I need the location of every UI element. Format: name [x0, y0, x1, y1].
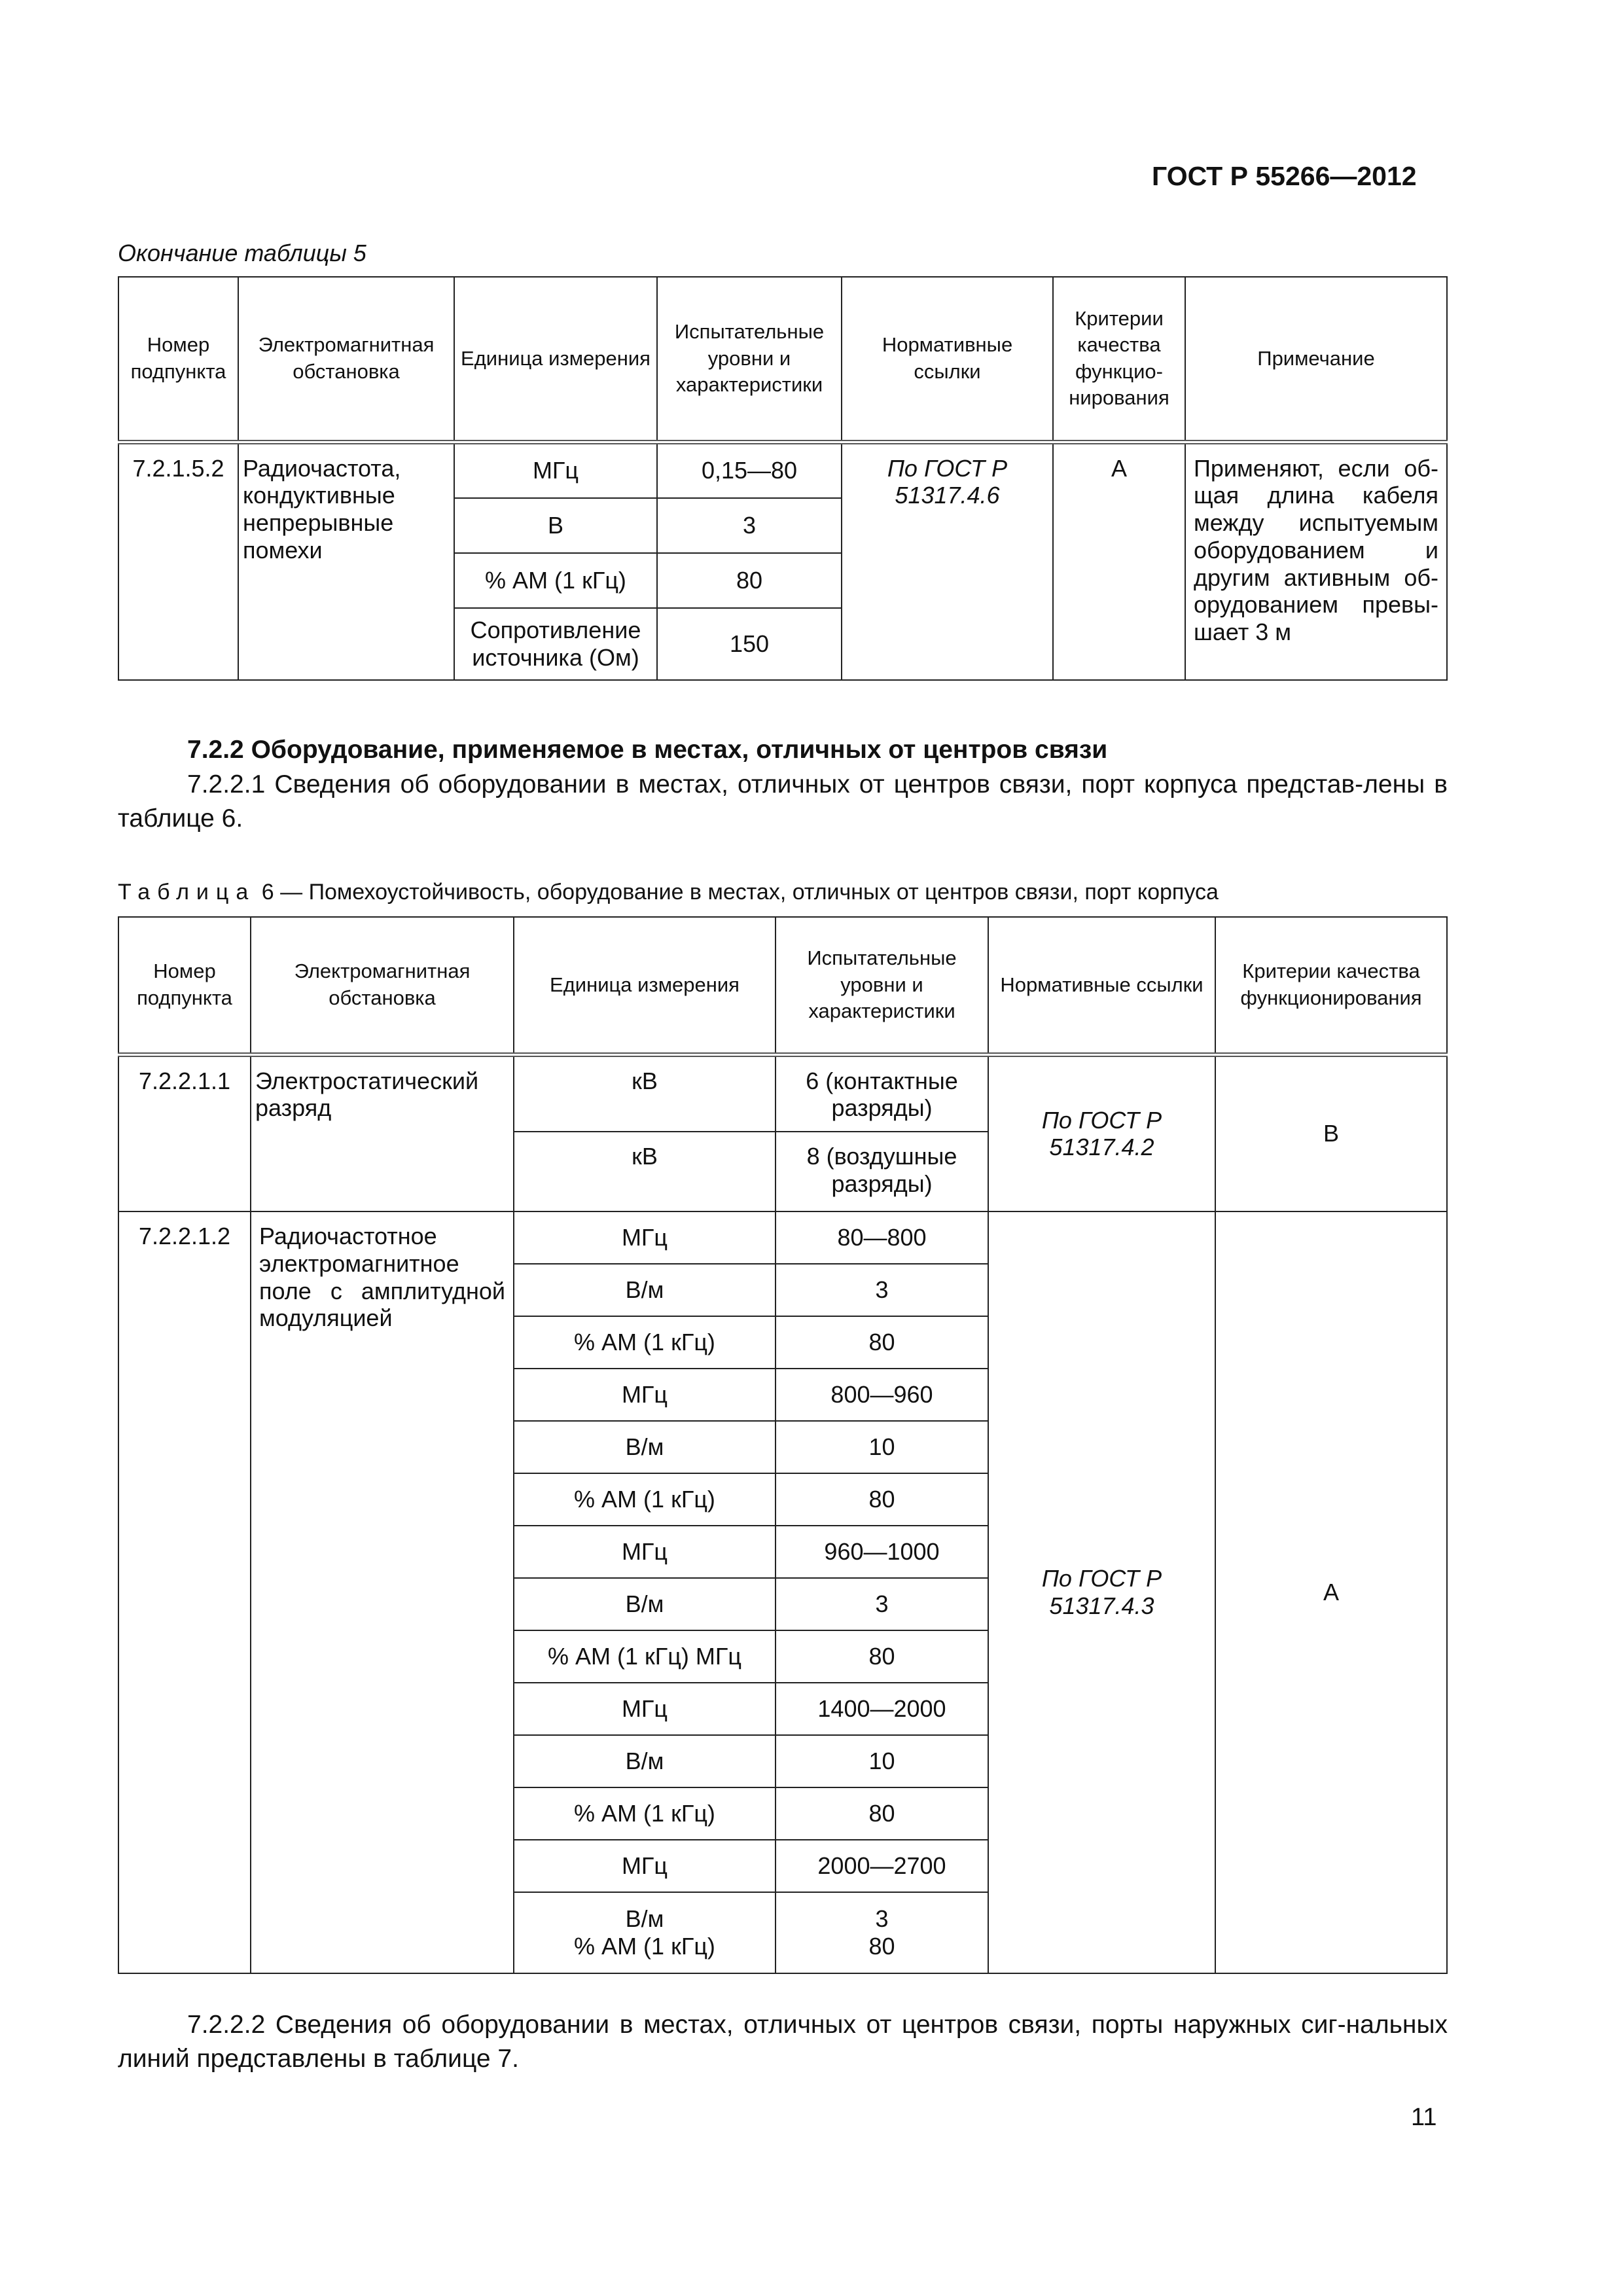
header-cell: Нормативные ссылки [842, 277, 1053, 442]
value-cell: 80 [657, 553, 842, 608]
unit-cell: % АМ (1 кГц) [514, 1316, 776, 1369]
reference-cell: По ГОСТ Р 51317.4.2 [988, 1054, 1215, 1211]
header-cell: Номер подпункта [118, 277, 238, 442]
item-number: 7.2.2.1.2 [118, 1211, 251, 1973]
unit-cell: МГц [514, 1369, 776, 1421]
environment-cell: Радиочастота, кондуктивные непрерывные помехи [238, 442, 454, 680]
unit-cell: % АМ (1 кГц) [514, 1787, 776, 1840]
header-cell: Испытательные уровни и характеристики [776, 917, 988, 1054]
paragraph: 7.2.2.1 Сведения об оборудовании в местах, отличных от центров связи, порт корпуса представ-лены в таблице 6. [118, 770, 1448, 833]
value-cell: 80 [776, 1787, 988, 1840]
note-cell: Применяют, если об-щая длина кабеля между испытуемым оборудованием и другим активным об-орудованием превы-шает 3 м [1185, 442, 1447, 680]
value-line: 3 [875, 1905, 889, 1933]
value-cell: 150 [657, 608, 842, 680]
criterion-cell: А [1215, 1211, 1447, 1973]
unit-cell: МГц [454, 442, 657, 498]
unit-cell: МГц [514, 1211, 776, 1264]
value-cell [776, 1892, 988, 1973]
unit-cell: МГц [514, 1683, 776, 1735]
page-number: 11 [1411, 2104, 1437, 2131]
table-6-caption [118, 880, 1219, 905]
unit-cell: % АМ (1 кГц) [514, 1473, 776, 1526]
header-cell: Нормативные ссылки [988, 917, 1215, 1054]
table-row [118, 1054, 1447, 1132]
value-cell: 10 [776, 1421, 988, 1473]
value-cell: 80 [776, 1473, 988, 1526]
value-cell: 960—1000 [776, 1526, 988, 1578]
unit-line: В/м [625, 1905, 664, 1933]
unit-cell: кВ [514, 1054, 776, 1132]
value-cell: 8 (воздушные разряды) [776, 1132, 988, 1211]
unit-cell: В/м [514, 1735, 776, 1787]
unit-cell: МГц [514, 1840, 776, 1892]
item-number: 7.2.2.1.1 [118, 1054, 251, 1211]
value-cell: 3 [776, 1578, 988, 1630]
value-cell: 2000—2700 [776, 1840, 988, 1892]
reference-cell: По ГОСТ Р 51317.4.3 [988, 1211, 1215, 1973]
value-cell: 10 [776, 1735, 988, 1787]
table-title: 6 — Помехоустойчивость, оборудование в местах, отличных от центров связи, порт корпуса [261, 880, 1219, 905]
unit-cell: В/м [514, 1578, 776, 1630]
header-cell: Критерии качества функционирования [1215, 917, 1447, 1054]
reference-cell: По ГОСТ Р 51317.4.6 [842, 442, 1053, 680]
value-cell: 0,15—80 [657, 442, 842, 498]
unit-cell: В [454, 498, 657, 553]
unit-cell: % АМ (1 кГц) МГц [514, 1630, 776, 1683]
environment-cell: Радиочастотное электромагнитное поле с амплитудной модуляцией [251, 1211, 514, 1973]
header-cell: Электромагнитная обстановка [238, 277, 454, 442]
table-5 [118, 276, 1448, 681]
table-6 [118, 916, 1448, 1974]
unit-cell: В/м [514, 1264, 776, 1316]
header-cell: Критерии качества функцио-нирования [1053, 277, 1185, 442]
header-cell: Электромагнитная обстановка [251, 917, 514, 1054]
value-cell: 80 [776, 1630, 988, 1683]
table-header-row [118, 277, 1447, 442]
value-cell: 3 [776, 1264, 988, 1316]
unit-line: % АМ (1 кГц) [574, 1933, 715, 1960]
header-cell: Испытательные уровни и характеристики [657, 277, 842, 442]
header-cell: Номер подпункта [118, 917, 251, 1054]
paragraph: 7.2.2.2 Сведения об оборудовании в местах, отличных от центров связи, порты наружных сиг-нальных линий представлены в таблице 7. [118, 2011, 1448, 2073]
value-line: 80 [868, 1933, 895, 1960]
criterion-cell: В [1215, 1054, 1447, 1211]
table-row [118, 442, 1447, 498]
unit-cell [514, 1892, 776, 1973]
section-heading: 7.2.2 Оборудование, применяемое в местах, отличных от центров связи [187, 736, 1108, 764]
environment-cell: Электростатический разряд [251, 1054, 514, 1211]
table-continuation-caption: Окончание таблицы 5 [118, 240, 366, 266]
unit-cell: % АМ (1 кГц) [454, 553, 657, 608]
header-cell: Единица измерения [514, 917, 776, 1054]
table-label: Таблица [118, 880, 256, 905]
unit-cell: В/м [514, 1421, 776, 1473]
unit-cell: Сопротивление источника (Ом) [454, 608, 657, 680]
value-cell: 800—960 [776, 1369, 988, 1421]
table-row [118, 1211, 1447, 1264]
header-cell: Единица измерения [454, 277, 657, 442]
table-header-row [118, 917, 1447, 1054]
value-cell: 80 [776, 1316, 988, 1369]
value-cell: 1400—2000 [776, 1683, 988, 1735]
unit-cell: кВ [514, 1132, 776, 1211]
unit-cell: МГц [514, 1526, 776, 1578]
document-code: ГОСТ Р 55266—2012 [1152, 161, 1417, 191]
header-cell: Примечание [1185, 277, 1447, 442]
criterion-cell: А [1053, 442, 1185, 680]
item-number: 7.2.1.5.2 [118, 442, 238, 680]
value-cell: 3 [657, 498, 842, 553]
value-cell: 80—800 [776, 1211, 988, 1264]
value-cell: 6 (контактные разряды) [776, 1054, 988, 1132]
